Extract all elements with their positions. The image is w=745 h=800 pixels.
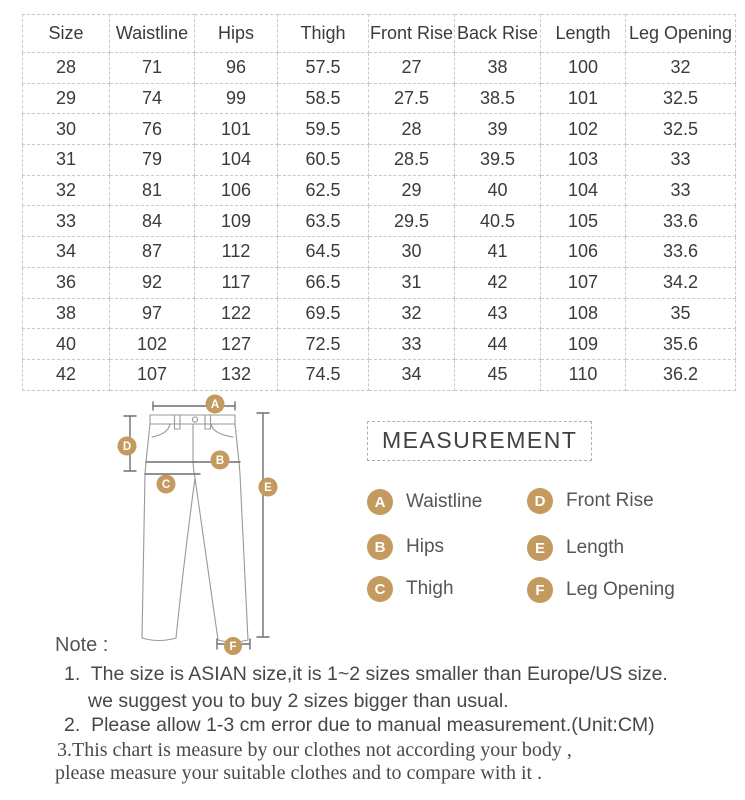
legend-label: Front Rise [566, 490, 654, 511]
note-line-2: 2. Please allow 1-3 cm error due to manual measurement.(Unit:CM) [64, 714, 655, 736]
table-cell: 39 [455, 114, 541, 145]
table-cell: 34 [369, 359, 455, 390]
table-row [23, 329, 736, 360]
legend-item-length [527, 535, 624, 561]
table-cell: 58.5 [278, 83, 369, 114]
table-header-cell: Length [541, 15, 626, 53]
table-row [23, 145, 736, 176]
table-cell: 27.5 [369, 83, 455, 114]
table-cell: 74 [110, 83, 195, 114]
table-cell: 63.5 [278, 206, 369, 237]
table-cell: 36.2 [626, 359, 736, 390]
table-header-cell: Thigh [278, 15, 369, 53]
pants-diagram [105, 390, 375, 680]
table-cell: 31 [23, 145, 110, 176]
svg-text:C: C [161, 479, 171, 491]
table-cell: 45 [455, 359, 541, 390]
table-cell: 102 [541, 114, 626, 145]
table-cell: 96 [195, 53, 278, 84]
svg-text:B: B [215, 455, 225, 467]
table-row [23, 267, 736, 298]
table-cell: 42 [23, 359, 110, 390]
table-cell: 103 [541, 145, 626, 176]
notes-title: Note : [55, 634, 109, 656]
table-cell: 66.5 [278, 267, 369, 298]
table-cell: 28 [23, 53, 110, 84]
table-cell: 38 [455, 53, 541, 84]
marker-c-badge-icon: C [367, 576, 393, 602]
table-cell: 29 [369, 175, 455, 206]
table-cell: 72.5 [278, 329, 369, 360]
marker-f-badge-icon: F [527, 577, 553, 603]
table-cell: 101 [541, 83, 626, 114]
table-cell: 62.5 [278, 175, 369, 206]
marker-b-badge-icon: B [367, 534, 393, 560]
table-cell: 104 [541, 175, 626, 206]
marker-b-icon [211, 451, 230, 470]
table-cell: 101 [195, 114, 278, 145]
legend-item-waistline [367, 489, 482, 515]
table-header-cell: Front Rise [369, 15, 455, 53]
table-cell: 102 [110, 329, 195, 360]
table-cell: 44 [455, 329, 541, 360]
table-header-cell: Size [23, 15, 110, 53]
table-cell: 36 [23, 267, 110, 298]
table-cell: 33 [23, 206, 110, 237]
table-row [23, 114, 736, 145]
table-cell: 76 [110, 114, 195, 145]
table-cell: 109 [541, 329, 626, 360]
size-chart-body [23, 53, 736, 391]
table-cell: 38.5 [455, 83, 541, 114]
table-cell: 33.6 [626, 237, 736, 268]
table-header-cell: Leg Opening [626, 15, 736, 53]
measurement-title: MEASUREMENT [367, 421, 592, 461]
table-cell: 64.5 [278, 237, 369, 268]
table-cell: 35 [626, 298, 736, 329]
table-cell: 39.5 [455, 145, 541, 176]
size-chart-head-row [23, 15, 736, 53]
table-cell: 28 [369, 114, 455, 145]
table-cell: 127 [195, 329, 278, 360]
table-cell: 79 [110, 145, 195, 176]
note-line-1b: we suggest you to buy 2 sizes bigger than usual. [88, 690, 509, 712]
table-cell: 27 [369, 53, 455, 84]
table-cell: 59.5 [278, 114, 369, 145]
table-cell: 32.5 [626, 114, 736, 145]
table-cell: 33 [626, 145, 736, 176]
table-cell: 107 [110, 359, 195, 390]
marker-e-icon [259, 478, 278, 497]
table-cell: 32 [626, 53, 736, 84]
table-cell: 34 [23, 237, 110, 268]
table-header-cell: Back Rise [455, 15, 541, 53]
table-row [23, 175, 736, 206]
table-cell: 122 [195, 298, 278, 329]
table-cell: 117 [195, 267, 278, 298]
note-line-3b: please measure your suitable clothes and to compare with it . [55, 762, 543, 784]
table-cell: 87 [110, 237, 195, 268]
table-cell: 30 [369, 237, 455, 268]
table-row [23, 237, 736, 268]
svg-text:E: E [264, 482, 272, 494]
svg-text:A: A [210, 399, 220, 411]
marker-c-icon [157, 475, 176, 494]
marker-d-badge-icon: D [527, 488, 553, 514]
table-cell: 33 [369, 329, 455, 360]
legend-label: Waistline [406, 491, 483, 512]
table-row [23, 206, 736, 237]
table-cell: 32 [369, 298, 455, 329]
table-cell: 40.5 [455, 206, 541, 237]
pants-outline [142, 415, 248, 642]
table-cell: 57.5 [278, 53, 369, 84]
table-cell: 33 [626, 175, 736, 206]
table-cell: 104 [195, 145, 278, 176]
table-cell: 81 [110, 175, 195, 206]
svg-text:D: D [122, 441, 132, 453]
table-cell: 106 [541, 237, 626, 268]
table-cell: 99 [195, 83, 278, 114]
note-line-3: 3.This chart is measure by our clothes not according your body , [57, 739, 572, 761]
table-cell: 110 [541, 359, 626, 390]
table-cell: 35.6 [626, 329, 736, 360]
size-chart-table [22, 14, 736, 391]
table-cell: 109 [195, 206, 278, 237]
table-cell: 107 [541, 267, 626, 298]
table-cell: 105 [541, 206, 626, 237]
table-cell: 40 [23, 329, 110, 360]
table-cell: 42 [455, 267, 541, 298]
table-row [23, 53, 736, 84]
table-cell: 29.5 [369, 206, 455, 237]
legend-item-leg-opening [527, 577, 675, 603]
table-row [23, 359, 736, 390]
table-cell: 74.5 [278, 359, 369, 390]
table-cell: 112 [195, 237, 278, 268]
table-row [23, 83, 736, 114]
table-cell: 84 [110, 206, 195, 237]
table-cell: 32 [23, 175, 110, 206]
table-cell: 108 [541, 298, 626, 329]
table-cell: 60.5 [278, 145, 369, 176]
table-cell: 100 [541, 53, 626, 84]
table-cell: 38 [23, 298, 110, 329]
measurement-lines [124, 402, 269, 649]
table-cell: 43 [455, 298, 541, 329]
marker-d-icon [118, 437, 137, 456]
note-line-1: 1. The size is ASIAN size,it is 1~2 sizes smaller than Europe/US size. [64, 663, 668, 685]
table-cell: 97 [110, 298, 195, 329]
table-cell: 106 [195, 175, 278, 206]
marker-a-badge-icon: A [367, 489, 393, 515]
table-cell: 40 [455, 175, 541, 206]
table-cell: 30 [23, 114, 110, 145]
table-cell: 32.5 [626, 83, 736, 114]
legend-label: Length [566, 537, 625, 558]
table-cell: 28.5 [369, 145, 455, 176]
legend-label: Hips [406, 536, 445, 557]
table-cell: 132 [195, 359, 278, 390]
legend-item-thigh [367, 576, 454, 602]
legend-item-front-rise [527, 488, 654, 514]
table-cell: 69.5 [278, 298, 369, 329]
legend-label: Leg Opening [566, 579, 675, 600]
table-cell: 29 [23, 83, 110, 114]
table-cell: 71 [110, 53, 195, 84]
table-cell: 33.6 [626, 206, 736, 237]
marker-e-badge-icon: E [527, 535, 553, 561]
table-cell: 41 [455, 237, 541, 268]
legend-label: Thigh [406, 578, 454, 599]
svg-text:F: F [229, 641, 237, 653]
table-header-cell: Hips [195, 15, 278, 53]
marker-f-icon [224, 637, 242, 655]
table-header-cell: Waistline [110, 15, 195, 53]
table-cell: 31 [369, 267, 455, 298]
table-cell: 92 [110, 267, 195, 298]
legend-item-hips [367, 534, 444, 560]
table-cell: 34.2 [626, 267, 736, 298]
marker-a-icon [206, 395, 225, 414]
table-row [23, 298, 736, 329]
